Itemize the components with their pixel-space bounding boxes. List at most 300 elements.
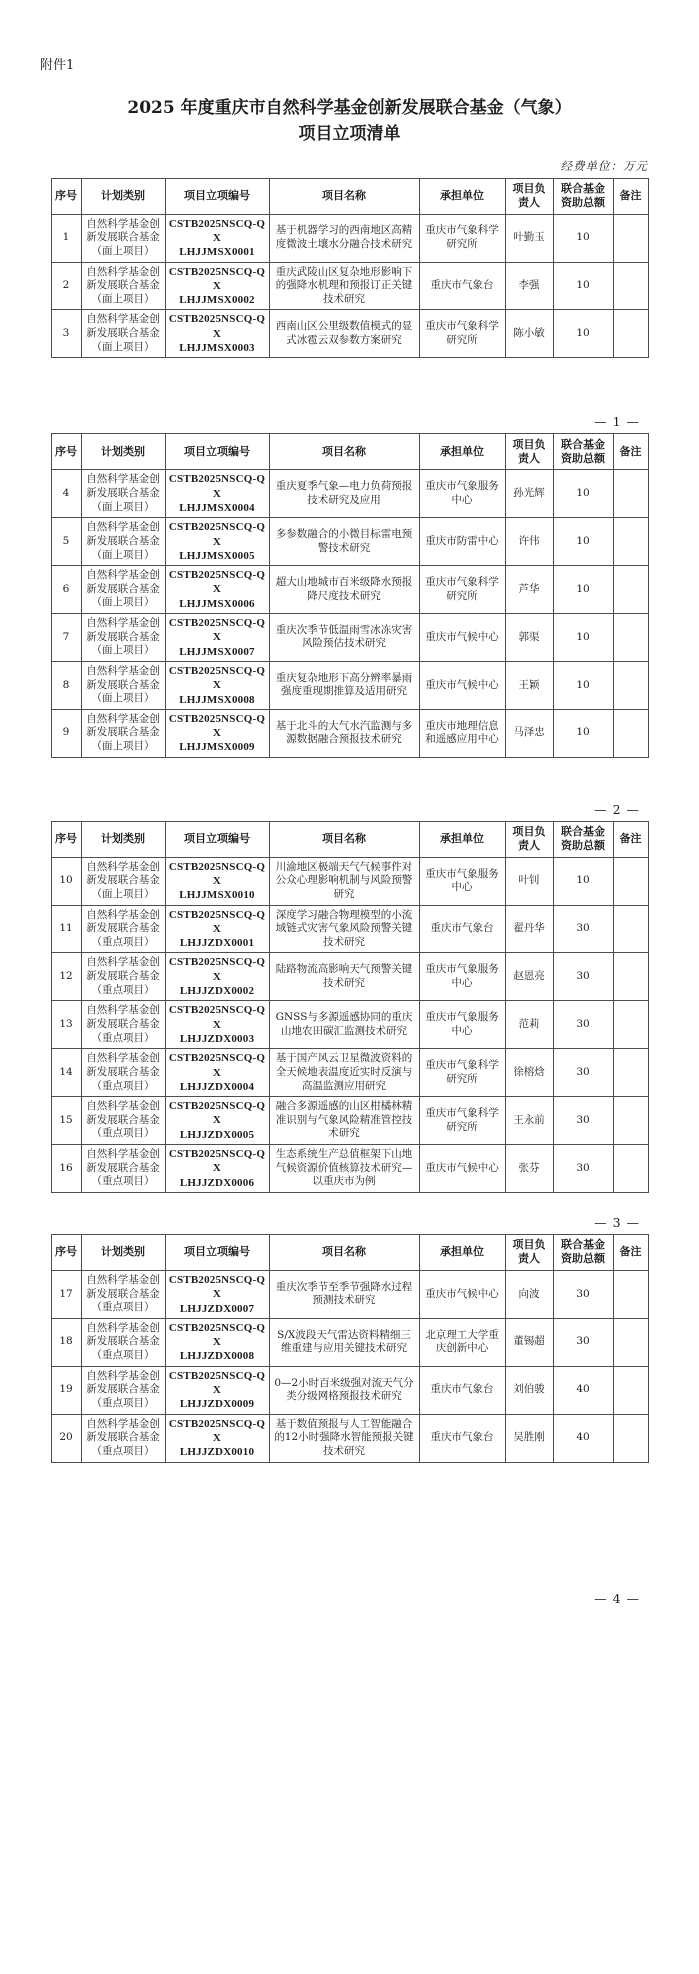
col-header-code: 项目立项编号 xyxy=(165,1234,269,1270)
table-header xyxy=(51,821,648,857)
cell-project-name: 深度学习融合物理模型的小流域链式灾害气象风险预警关键技术研究 xyxy=(269,905,419,953)
col-header-code: 项目立项编号 xyxy=(165,434,269,470)
projects-table-page-4 xyxy=(51,1234,649,1463)
cell-serial-number: 16 xyxy=(51,1145,81,1193)
col-header-name: 项目名称 xyxy=(269,821,419,857)
project-code-line1: CSTB2025NSCQ-QX xyxy=(168,1273,266,1301)
cell-plan-category xyxy=(81,1049,165,1097)
project-code-line1: CSTB2025NSCQ-QX xyxy=(168,1417,266,1444)
plan-category-text: 自然科学基金创新发展联合基金 xyxy=(86,569,160,595)
cell-project-name: 基于国产风云卫星微波资料的全天候地表温度近实时反演与高温监测应用研究 xyxy=(269,1049,419,1097)
project-code-line2: LHJJMSX0008 xyxy=(179,693,255,706)
cell-remark xyxy=(613,262,648,310)
cell-remark xyxy=(613,518,648,566)
cell-undertaking-unit: 重庆市气象科学研究所 xyxy=(419,566,505,614)
cell-project-code xyxy=(165,1097,269,1145)
cell-undertaking-unit: 重庆市地理信息和遥感应用中心 xyxy=(419,709,505,757)
cell-serial-number: 7 xyxy=(51,614,81,662)
cell-serial-number: 14 xyxy=(51,1049,81,1097)
plan-category-type: （面上项目） xyxy=(91,740,155,753)
cell-project-name: 0—2小时百米级强对流天气分类分级网格预报技术研究 xyxy=(269,1366,419,1414)
plan-category-type: （重点项目） xyxy=(91,1031,155,1044)
col-header-leader: 项目负责人 xyxy=(505,434,553,470)
cell-serial-number: 3 xyxy=(51,310,81,358)
cell-undertaking-unit: 重庆市气象服务中心 xyxy=(419,1001,505,1049)
cell-remark xyxy=(613,709,648,757)
cell-serial-number: 19 xyxy=(51,1366,81,1414)
project-code-line2: LHJJZDX0008 xyxy=(179,1350,255,1363)
cell-project-leader: 翟丹华 xyxy=(505,905,553,953)
table-header xyxy=(51,434,648,470)
cell-project-code xyxy=(165,518,269,566)
cell-remark xyxy=(613,1001,648,1049)
project-code-line1: CSTB2025NSCQ-QX xyxy=(168,712,266,740)
cell-remark xyxy=(613,1318,648,1366)
cell-project-code xyxy=(165,470,269,518)
table-row xyxy=(51,1145,648,1193)
table-row xyxy=(51,905,648,953)
plan-category-text: 自然科学基金创新发展联合基金 xyxy=(86,1321,160,1348)
cell-project-leader: 范莉 xyxy=(505,1001,553,1049)
cell-project-name: 基于北斗的大气水汽监测与多源数据融合预报技术研究 xyxy=(269,709,419,757)
project-code-line2: LHJJZDX0007 xyxy=(179,1302,255,1315)
table-header-row xyxy=(51,1234,648,1270)
cell-serial-number: 17 xyxy=(51,1270,81,1318)
cell-fund-amount: 40 xyxy=(553,1414,613,1462)
table-row xyxy=(51,518,648,566)
plan-category-type: （重点项目） xyxy=(91,1175,155,1188)
cell-project-name: 陆路物流高影响天气预警关键技术研究 xyxy=(269,953,419,1001)
col-header-remark: 备注 xyxy=(613,821,648,857)
cell-project-name: 基于机器学习的西南地区高精度微波土壤水分融合技术研究 xyxy=(269,214,419,262)
project-code-line2: LHJJMSX0003 xyxy=(179,342,255,355)
cell-serial-number: 5 xyxy=(51,518,81,566)
col-header-unit: 承担单位 xyxy=(419,434,505,470)
project-code-line2: LHJJZDX0009 xyxy=(179,1398,255,1411)
cell-project-name: 重庆次季节低温雨雪冰冻灾害风险预估技术研究 xyxy=(269,614,419,662)
cell-project-code xyxy=(165,214,269,262)
cell-remark xyxy=(613,1097,648,1145)
cell-undertaking-unit: 重庆市气象服务中心 xyxy=(419,953,505,1001)
col-header-no: 序号 xyxy=(51,178,81,214)
plan-category-text: 自然科学基金创新发展联合基金 xyxy=(86,1417,160,1444)
cell-project-code xyxy=(165,310,269,358)
cell-project-code xyxy=(165,1366,269,1414)
cell-project-name: GNSS与多源遥感协同的重庆山地农田碳汇监测技术研究 xyxy=(269,1001,419,1049)
cell-project-leader: 吴胜刚 xyxy=(505,1414,553,1462)
cell-undertaking-unit: 重庆市气象服务中心 xyxy=(419,470,505,518)
cell-project-name: 川渝地区极端天气气候事件对公众心理影响机制与风险预警研究 xyxy=(269,857,419,905)
cell-serial-number: 9 xyxy=(51,709,81,757)
cell-project-name: 多参数融合的小微目标雷电预警技术研究 xyxy=(269,518,419,566)
cell-fund-amount: 10 xyxy=(553,661,613,709)
cell-project-leader: 赵恩亮 xyxy=(505,953,553,1001)
cell-fund-amount: 10 xyxy=(553,262,613,310)
cell-undertaking-unit: 重庆市气象科学研究所 xyxy=(419,1097,505,1145)
table-row xyxy=(51,1049,648,1097)
table-row xyxy=(51,470,648,518)
cell-project-code xyxy=(165,262,269,310)
table-row xyxy=(51,1318,648,1366)
table-row xyxy=(51,614,648,662)
cell-plan-category xyxy=(81,1145,165,1193)
cell-undertaking-unit: 重庆市气象台 xyxy=(419,905,505,953)
cell-fund-amount: 30 xyxy=(553,1145,613,1193)
cell-project-name: 重庆武陵山区复杂地形影响下的强降水机理和预报订正关键技术研究 xyxy=(269,262,419,310)
cell-plan-category xyxy=(81,661,165,709)
col-header-category: 计划类别 xyxy=(81,178,165,214)
cell-undertaking-unit: 重庆市气象台 xyxy=(419,262,505,310)
cell-undertaking-unit: 重庆市气象服务中心 xyxy=(419,857,505,905)
col-header-code: 项目立项编号 xyxy=(165,821,269,857)
cell-plan-category xyxy=(81,905,165,953)
cell-project-leader: 许伟 xyxy=(505,518,553,566)
page-number-3: — 3 — xyxy=(594,1214,640,1230)
projects-table-page-3 xyxy=(51,821,649,1193)
cell-plan-category xyxy=(81,310,165,358)
cell-fund-amount: 30 xyxy=(553,953,613,1001)
col-header-code: 项目立项编号 xyxy=(165,178,269,214)
cell-remark xyxy=(613,1366,648,1414)
project-code-line2: LHJJMSX0007 xyxy=(179,645,255,658)
table-body xyxy=(51,1270,648,1462)
table-body xyxy=(51,214,648,358)
col-header-category: 计划类别 xyxy=(81,821,165,857)
cell-remark xyxy=(613,470,648,518)
project-code-line1: CSTB2025NSCQ-QX xyxy=(168,569,266,596)
cell-project-code xyxy=(165,857,269,905)
project-code-line2: LHJJMSX0001 xyxy=(179,246,255,259)
project-code-line2: LHJJZDX0001 xyxy=(179,937,255,950)
cell-fund-amount: 30 xyxy=(553,1001,613,1049)
cell-remark xyxy=(613,1145,648,1193)
table-header xyxy=(51,1234,648,1270)
plan-category-text: 自然科学基金创新发展联合基金 xyxy=(86,1148,160,1174)
col-header-no: 序号 xyxy=(51,821,81,857)
cell-serial-number: 20 xyxy=(51,1414,81,1462)
cell-serial-number: 8 xyxy=(51,661,81,709)
project-code-line1: CSTB2025NSCQ-QX xyxy=(168,473,266,500)
cell-serial-number: 11 xyxy=(51,905,81,953)
project-code-line1: CSTB2025NSCQ-QX xyxy=(168,1321,266,1349)
table-row xyxy=(51,709,648,757)
project-code-line1: CSTB2025NSCQ-QX xyxy=(168,1100,266,1127)
table-row xyxy=(51,214,648,262)
cell-undertaking-unit: 重庆市气象科学研究所 xyxy=(419,1049,505,1097)
cell-project-name: 西南山区公里级数值模式的显式冰雹云双参数方案研究 xyxy=(269,310,419,358)
col-header-amount: 联合基金资助总额 xyxy=(553,434,613,470)
cell-remark xyxy=(613,614,648,662)
cell-serial-number: 1 xyxy=(51,214,81,262)
cell-plan-category xyxy=(81,518,165,566)
col-header-amount: 联合基金资助总额 xyxy=(553,821,613,857)
plan-category-text: 自然科学基金创新发展联合基金 xyxy=(86,664,160,691)
project-code-line2: LHJJMSX0005 xyxy=(179,549,255,562)
cell-project-leader: 郭渠 xyxy=(505,614,553,662)
table-row xyxy=(51,857,648,905)
table-row xyxy=(51,1001,648,1049)
cell-serial-number: 4 xyxy=(51,470,81,518)
cell-project-leader: 王永前 xyxy=(505,1097,553,1145)
col-header-category: 计划类别 xyxy=(81,434,165,470)
cell-fund-amount: 10 xyxy=(553,310,613,358)
plan-category-text: 自然科学基金创新发展联合基金 xyxy=(86,1369,160,1396)
project-code-line2: LHJJZDX0010 xyxy=(179,1446,255,1459)
project-code-line2: LHJJMSX0006 xyxy=(179,597,255,610)
plan-category-text: 自然科学基金创新发展联合基金 xyxy=(86,313,160,340)
cell-undertaking-unit: 重庆市气象科学研究所 xyxy=(419,214,505,262)
col-header-no: 序号 xyxy=(51,434,81,470)
cell-project-name: 生态系统生产总值框架下山地气候资源价值核算技术研究—以重庆市为例 xyxy=(269,1145,419,1193)
col-header-unit: 承担单位 xyxy=(419,178,505,214)
plan-category-text: 自然科学基金创新发展联合基金 xyxy=(86,265,160,292)
cell-fund-amount: 30 xyxy=(553,1270,613,1318)
project-code-line2: LHJJZDX0006 xyxy=(179,1176,255,1189)
cell-project-leader: 徐榕焓 xyxy=(505,1049,553,1097)
page-title-line2: 项目立项清单 xyxy=(298,124,401,145)
table-body xyxy=(51,470,648,757)
attachment-label: 附件1 xyxy=(40,58,75,73)
project-code-line1: CSTB2025NSCQ-QX xyxy=(168,664,266,692)
project-code-line1: CSTB2025NSCQ-QX xyxy=(168,617,266,644)
project-code-line1: CSTB2025NSCQ-QX xyxy=(168,1052,266,1079)
table-row xyxy=(51,953,648,1001)
cell-fund-amount: 40 xyxy=(553,1366,613,1414)
plan-category-type: （面上项目） xyxy=(91,500,155,513)
project-code-line1: CSTB2025NSCQ-QX xyxy=(168,521,266,548)
page-number-2: — 2 — xyxy=(594,801,640,817)
cell-project-code xyxy=(165,1001,269,1049)
cell-fund-amount: 10 xyxy=(553,566,613,614)
table-header-row xyxy=(51,821,648,857)
plan-category-type: （面上项目） xyxy=(91,340,155,353)
project-code-line1: CSTB2025NSCQ-QX xyxy=(168,1369,266,1397)
cell-fund-amount: 30 xyxy=(553,905,613,953)
cell-serial-number: 10 xyxy=(51,857,81,905)
cell-fund-amount: 30 xyxy=(553,1097,613,1145)
cell-remark xyxy=(613,310,648,358)
project-code-line2: LHJJZDX0003 xyxy=(179,1032,255,1045)
col-header-unit: 承担单位 xyxy=(419,1234,505,1270)
cell-undertaking-unit: 重庆市气候中心 xyxy=(419,1270,505,1318)
plan-category-type: （重点项目） xyxy=(91,1079,155,1092)
col-header-category: 计划类别 xyxy=(81,1234,165,1270)
cell-plan-category xyxy=(81,214,165,262)
table-header xyxy=(51,178,648,214)
col-header-leader: 项目负责人 xyxy=(505,821,553,857)
cell-remark xyxy=(613,953,648,1001)
cell-undertaking-unit: 重庆市气象科学研究所 xyxy=(419,310,505,358)
plan-category-text: 自然科学基金创新发展联合基金 xyxy=(86,712,160,739)
col-header-amount: 联合基金资助总额 xyxy=(553,178,613,214)
cell-project-code xyxy=(165,1049,269,1097)
cell-project-leader: 叶勤玉 xyxy=(505,214,553,262)
cell-plan-category xyxy=(81,1414,165,1462)
project-code-line2: LHJJZDX0002 xyxy=(179,985,255,998)
cell-fund-amount: 10 xyxy=(553,470,613,518)
table-row xyxy=(51,661,648,709)
cell-undertaking-unit: 重庆市防雷中心 xyxy=(419,518,505,566)
plan-category-text: 自然科学基金创新发展联合基金 xyxy=(86,617,160,643)
cell-project-code xyxy=(165,905,269,953)
project-code-line2: LHJJMSX0004 xyxy=(179,501,255,514)
cell-plan-category xyxy=(81,1097,165,1145)
cell-project-name: 重庆复杂地形下高分辨率暴雨强度重现期推算及适用研究 xyxy=(269,661,419,709)
table-row xyxy=(51,1366,648,1414)
col-header-name: 项目名称 xyxy=(269,434,419,470)
cell-undertaking-unit: 北京理工大学重庆创新中心 xyxy=(419,1318,505,1366)
plan-category-type: （面上项目） xyxy=(91,692,155,705)
cell-remark xyxy=(613,214,648,262)
cell-remark xyxy=(613,905,648,953)
project-code-line2: LHJJMSX0010 xyxy=(179,889,255,902)
cell-project-leader: 刘伯骏 xyxy=(505,1366,553,1414)
cell-project-leader: 孙光辉 xyxy=(505,470,553,518)
cell-project-name: 重庆次季节至季节强降水过程预测技术研究 xyxy=(269,1270,419,1318)
projects-table-page-1 xyxy=(51,178,649,359)
plan-category-type: （面上项目） xyxy=(91,644,155,657)
cell-serial-number: 18 xyxy=(51,1318,81,1366)
col-header-amount: 联合基金资助总额 xyxy=(553,1234,613,1270)
project-code-line1: CSTB2025NSCQ-QX xyxy=(168,217,266,244)
plan-category-type: （重点项目） xyxy=(91,1349,155,1362)
col-header-name: 项目名称 xyxy=(269,1234,419,1270)
project-code-line2: LHJJZDX0004 xyxy=(179,1080,255,1093)
table-row xyxy=(51,1414,648,1462)
cell-project-code xyxy=(165,566,269,614)
table-row xyxy=(51,262,648,310)
project-code-line1: CSTB2025NSCQ-QX xyxy=(168,313,266,340)
table-row xyxy=(51,566,648,614)
cell-plan-category xyxy=(81,857,165,905)
project-code-line1: CSTB2025NSCQ-QX xyxy=(168,1148,266,1175)
cell-project-leader: 张芬 xyxy=(505,1145,553,1193)
cell-undertaking-unit: 重庆市气候中心 xyxy=(419,1145,505,1193)
col-header-name: 项目名称 xyxy=(269,178,419,214)
cell-serial-number: 15 xyxy=(51,1097,81,1145)
plan-category-text: 自然科学基金创新发展联合基金 xyxy=(86,1273,160,1300)
col-header-remark: 备注 xyxy=(613,1234,648,1270)
cell-project-name: 融合多源遥感的山区柑橘林精准识别与气象风险精准管控技术研究 xyxy=(269,1097,419,1145)
plan-category-type: （重点项目） xyxy=(91,1301,155,1314)
cell-undertaking-unit: 重庆市气象台 xyxy=(419,1414,505,1462)
cell-project-code xyxy=(165,953,269,1001)
cell-plan-category xyxy=(81,262,165,310)
cell-fund-amount: 10 xyxy=(553,214,613,262)
cell-remark xyxy=(613,566,648,614)
plan-category-type: （重点项目） xyxy=(91,1127,155,1140)
project-code-line1: CSTB2025NSCQ-QX xyxy=(168,956,266,983)
col-header-no: 序号 xyxy=(51,1234,81,1270)
cell-project-code xyxy=(165,661,269,709)
plan-category-type: （重点项目） xyxy=(91,1444,155,1457)
cell-plan-category xyxy=(81,614,165,662)
funding-unit-note: 经费单位：万元 xyxy=(560,158,648,173)
cell-remark xyxy=(613,1414,648,1462)
cell-project-name: S/X波段天气雷达资料精细三维重建与应用关键技术研究 xyxy=(269,1318,419,1366)
project-code-line1: CSTB2025NSCQ-QX xyxy=(168,860,266,887)
table-row xyxy=(51,1270,648,1318)
cell-project-code xyxy=(165,1318,269,1366)
cell-plan-category xyxy=(81,470,165,518)
plan-category-type: （重点项目） xyxy=(91,983,155,996)
cell-project-leader: 向波 xyxy=(505,1270,553,1318)
plan-category-type: （重点项目） xyxy=(91,1396,155,1409)
cell-undertaking-unit: 重庆市气候中心 xyxy=(419,614,505,662)
table-row xyxy=(51,310,648,358)
cell-plan-category xyxy=(81,1001,165,1049)
project-code-line1: CSTB2025NSCQ-QX xyxy=(168,908,266,935)
cell-project-leader: 董锡超 xyxy=(505,1318,553,1366)
project-code-line2: LHJJMSX0009 xyxy=(179,741,255,754)
plan-category-text: 自然科学基金创新发展联合基金 xyxy=(86,956,160,983)
page-title xyxy=(0,95,699,148)
cell-project-leader: 马泽忠 xyxy=(505,709,553,757)
cell-project-leader: 王颖 xyxy=(505,661,553,709)
plan-category-text: 自然科学基金创新发展联合基金 xyxy=(86,1004,160,1030)
cell-remark xyxy=(613,661,648,709)
plan-category-type: （面上项目） xyxy=(91,887,155,900)
cell-project-name: 超大山地城市百米级降水预报降尺度技术研究 xyxy=(269,566,419,614)
cell-fund-amount: 10 xyxy=(553,614,613,662)
cell-project-leader: 李强 xyxy=(505,262,553,310)
cell-fund-amount: 10 xyxy=(553,709,613,757)
col-header-leader: 项目负责人 xyxy=(505,1234,553,1270)
cell-plan-category xyxy=(81,953,165,1001)
cell-project-code xyxy=(165,1414,269,1462)
table-body xyxy=(51,857,648,1192)
cell-serial-number: 13 xyxy=(51,1001,81,1049)
cell-plan-category xyxy=(81,566,165,614)
plan-category-text: 自然科学基金创新发展联合基金 xyxy=(86,1100,160,1126)
cell-project-code xyxy=(165,614,269,662)
project-code-line2: LHJJMSX0002 xyxy=(179,294,255,307)
cell-remark xyxy=(613,1049,648,1097)
cell-fund-amount: 30 xyxy=(553,1049,613,1097)
plan-category-text: 自然科学基金创新发展联合基金 xyxy=(86,473,160,499)
cell-plan-category xyxy=(81,1270,165,1318)
cell-serial-number: 2 xyxy=(51,262,81,310)
plan-category-type: （面上项目） xyxy=(91,548,155,561)
cell-remark xyxy=(613,1270,648,1318)
cell-project-name: 重庆夏季气象—电力负荷预报技术研究及应用 xyxy=(269,470,419,518)
plan-category-text: 自然科学基金创新发展联合基金 xyxy=(86,908,160,935)
project-code-line1: CSTB2025NSCQ-QX xyxy=(168,265,266,292)
plan-category-text: 自然科学基金创新发展联合基金 xyxy=(86,860,160,887)
col-header-remark: 备注 xyxy=(613,434,648,470)
cell-project-leader: 芦华 xyxy=(505,566,553,614)
table-header-row xyxy=(51,434,648,470)
cell-plan-category xyxy=(81,1366,165,1414)
plan-category-text: 自然科学基金创新发展联合基金 xyxy=(86,521,160,547)
page-number-1: — 1 — xyxy=(594,414,640,430)
plan-category-type: （重点项目） xyxy=(91,935,155,948)
cell-serial-number: 6 xyxy=(51,566,81,614)
table-header-row xyxy=(51,178,648,214)
project-code-line2: LHJJZDX0005 xyxy=(179,1128,255,1141)
cell-project-leader: 叶钊 xyxy=(505,857,553,905)
cell-plan-category xyxy=(81,709,165,757)
plan-category-text: 自然科学基金创新发展联合基金 xyxy=(86,217,160,244)
cell-project-leader: 陈小敏 xyxy=(505,310,553,358)
page-title-line1: 2025 年度重庆市自然科学基金创新发展联合基金（气象） xyxy=(127,98,572,118)
cell-undertaking-unit: 重庆市气象台 xyxy=(419,1366,505,1414)
cell-fund-amount: 30 xyxy=(553,1318,613,1366)
cell-undertaking-unit: 重庆市气候中心 xyxy=(419,661,505,709)
cell-project-code xyxy=(165,1145,269,1193)
cell-fund-amount: 10 xyxy=(553,518,613,566)
plan-category-type: （面上项目） xyxy=(91,292,155,305)
